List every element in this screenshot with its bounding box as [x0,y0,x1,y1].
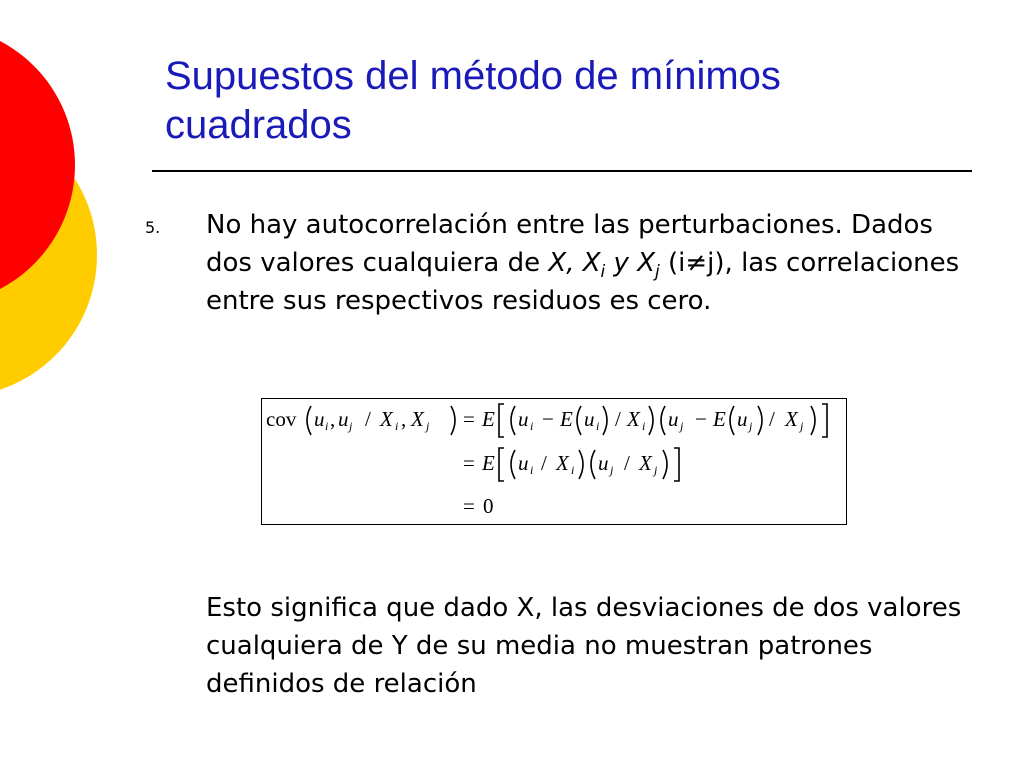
svg-text:u: u [737,407,748,431]
svg-text:u: u [584,407,595,431]
svg-text:/: / [365,407,371,431]
svg-text:X: X [556,451,569,475]
svg-text:,: , [401,407,407,431]
svg-text:i: i [530,419,534,433]
svg-text:u: u [314,407,325,431]
svg-text:E: E [482,407,495,431]
svg-text:j: j [610,463,614,477]
title-underline [152,170,972,172]
svg-text:i: i [571,463,575,477]
svg-text:j: j [426,419,430,433]
assumption-text [206,206,966,320]
svg-text:,: , [330,407,336,431]
svg-text:j: j [749,419,753,433]
formula [262,399,846,524]
formula-box [261,398,847,525]
svg-text:X: X [411,407,424,431]
svg-text:i: i [530,463,534,477]
svg-text:/: / [541,451,547,475]
conclusion-text: Esto significa que dado X, las desviaciones de dos valores cualquiera de Y de su media no muestran patrones definidos de relación [206,593,962,699]
formula-line-2 [463,448,679,481]
svg-text:−: − [695,407,707,431]
svg-text:X: X [627,407,640,431]
assumption-text-a: No hay autocorrelación entre las perturbaciones. Dados dos valores cualquiera de [206,210,933,278]
svg-text:cov: cov [266,407,297,431]
svg-text:X: X [639,451,652,475]
svg-text:u: u [598,451,609,475]
title-line-2: cuadrados [165,103,352,147]
formula-line-3 [463,494,494,518]
list-number: 5. [145,218,161,237]
svg-text:i: i [596,419,600,433]
svg-text:=: = [463,407,475,431]
svg-text:j: j [654,463,658,477]
svg-text:/: / [769,407,775,431]
var-x: X, [548,248,575,278]
svg-text:/: / [624,451,630,475]
svg-text:j: j [800,419,804,433]
svg-text:=: = [463,451,475,475]
svg-text:−: − [542,407,554,431]
svg-text:E: E [560,407,573,431]
var-xj: $X_j$ [637,248,660,283]
assumption-text-b: , las correlaciones entre sus respectivos residuos es cero. [206,248,960,316]
svg-text:i: i [395,419,399,433]
svg-text:X: X [785,407,798,431]
title-line-1: Supuestos del método de mínimos [165,54,781,98]
svg-text:j: j [349,419,353,433]
svg-text:u: u [518,451,529,475]
svg-text:i: i [642,419,646,433]
formula-line-1 [266,404,827,437]
condition-i-neq-j: (i≠j) [668,248,725,278]
var-xi: $X_i$ [582,248,606,283]
svg-text:/: / [615,407,621,431]
svg-text:j: j [680,419,684,433]
svg-text:u: u [338,407,349,431]
slide-title [165,52,985,150]
svg-text:i: i [325,419,329,433]
svg-text:u: u [668,407,679,431]
svg-text:0: 0 [483,494,494,518]
svg-text:u: u [518,407,529,431]
svg-text:=: = [463,494,475,518]
svg-text:X: X [380,407,393,431]
svg-text:E: E [713,407,726,431]
svg-text:E: E [482,451,495,475]
decorative-circles [0,0,110,400]
conj-y: y [613,248,629,278]
